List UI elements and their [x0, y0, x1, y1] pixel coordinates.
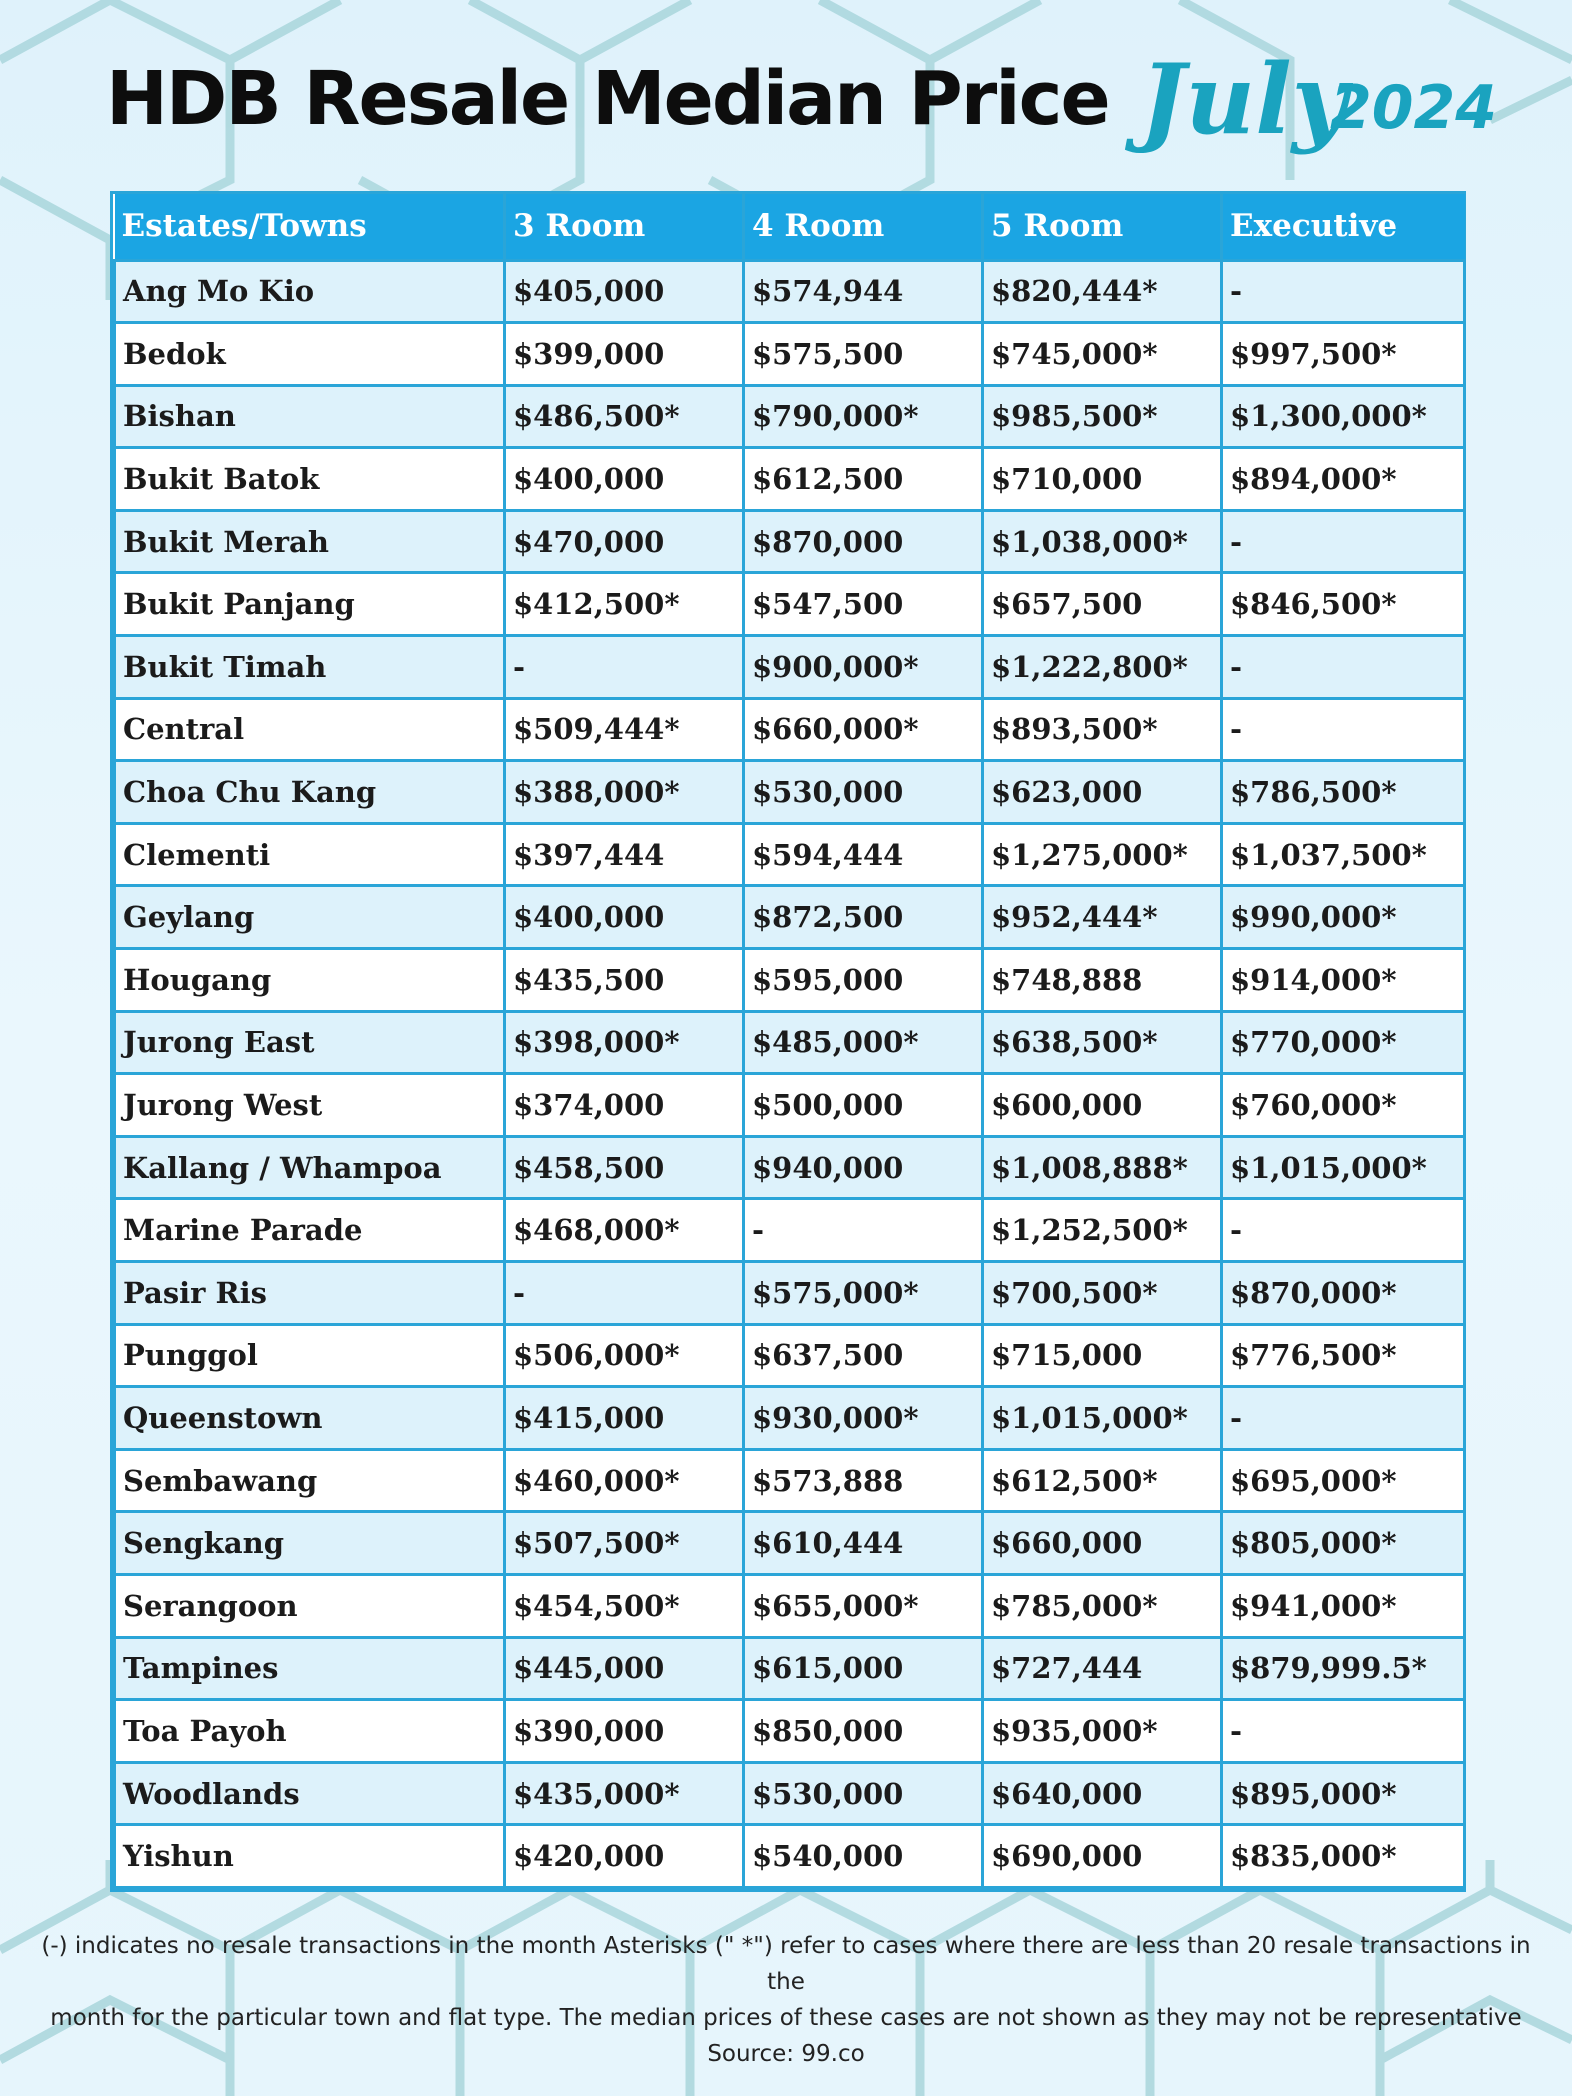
- price-executive-cell: $805,000*: [1222, 1512, 1465, 1575]
- source-credit: Source: 99.co: [707, 2041, 865, 2067]
- estate-name-cell: Bukit Timah: [115, 636, 505, 699]
- column-header-5-room: 5 Room: [983, 194, 1222, 260]
- price-executive-cell: -: [1222, 260, 1465, 323]
- price-5-room-cell: $785,000*: [983, 1574, 1222, 1637]
- price-4-room-cell: $850,000: [744, 1700, 983, 1763]
- price-3-room-cell: $460,000*: [505, 1449, 744, 1512]
- price-5-room-cell: $935,000*: [983, 1700, 1222, 1763]
- table-row: [115, 1199, 1465, 1262]
- column-header-executive: Executive: [1222, 194, 1465, 260]
- price-executive-cell: -: [1222, 698, 1465, 761]
- price-5-room-cell: $660,000: [983, 1512, 1222, 1575]
- price-3-room-cell: $458,500: [505, 1136, 744, 1199]
- price-3-room-cell: $400,000: [505, 448, 744, 511]
- table-row: [115, 1700, 1465, 1763]
- price-3-room-cell: $470,000: [505, 510, 744, 573]
- price-executive-cell: -: [1222, 1387, 1465, 1450]
- estate-name-cell: Hougang: [115, 949, 505, 1012]
- price-executive-cell: $695,000*: [1222, 1449, 1465, 1512]
- price-4-room-cell: $594,444: [744, 823, 983, 886]
- month-label: July: [1140, 43, 1348, 156]
- estate-name-cell: Jurong West: [115, 1074, 505, 1137]
- price-3-room-cell: $445,000: [505, 1637, 744, 1700]
- price-3-room-cell: $468,000*: [505, 1199, 744, 1262]
- price-executive-cell: -: [1222, 1700, 1465, 1763]
- table-row: [115, 448, 1465, 511]
- price-4-room-cell: $530,000: [744, 1762, 983, 1825]
- price-executive-cell: $990,000*: [1222, 886, 1465, 949]
- price-3-room-cell: -: [505, 636, 744, 699]
- price-4-room-cell: $485,000*: [744, 1011, 983, 1074]
- price-4-room-cell: $574,944: [744, 260, 983, 323]
- price-5-room-cell: $820,444*: [983, 260, 1222, 323]
- table-row: [115, 636, 1465, 699]
- price-5-room-cell: $1,222,800*: [983, 636, 1222, 699]
- estate-name-cell: Punggol: [115, 1324, 505, 1387]
- price-4-room-cell: $637,500: [744, 1324, 983, 1387]
- price-executive-cell: $895,000*: [1222, 1762, 1465, 1825]
- estate-name-cell: Ang Mo Kio: [115, 260, 505, 323]
- price-4-room-cell: $595,000: [744, 949, 983, 1012]
- price-5-room-cell: $710,000: [983, 448, 1222, 511]
- price-4-room-cell: $615,000: [744, 1637, 983, 1700]
- page-title: HDB Resale Median Price: [106, 56, 1109, 142]
- estate-name-cell: Toa Payoh: [115, 1700, 505, 1763]
- price-4-room-cell: $900,000*: [744, 636, 983, 699]
- price-4-room-cell: $660,000*: [744, 698, 983, 761]
- price-4-room-cell: $575,500: [744, 323, 983, 386]
- price-4-room-cell: $655,000*: [744, 1574, 983, 1637]
- price-table-container: [110, 191, 1466, 1892]
- price-5-room-cell: $893,500*: [983, 698, 1222, 761]
- price-5-room-cell: $612,500*: [983, 1449, 1222, 1512]
- table-body: [115, 260, 1465, 1887]
- price-5-room-cell: $952,444*: [983, 886, 1222, 949]
- price-executive-cell: $870,000*: [1222, 1262, 1465, 1325]
- price-3-room-cell: $400,000: [505, 886, 744, 949]
- price-executive-cell: -: [1222, 1199, 1465, 1262]
- price-executive-cell: $835,000*: [1222, 1825, 1465, 1888]
- footnote-line-2: month for the particular town and flat type. The median prices of these cases are not shown as they may not be representative: [50, 2005, 1522, 2031]
- table-row: [115, 260, 1465, 323]
- price-3-room-cell: $435,500: [505, 949, 744, 1012]
- estate-name-cell: Bedok: [115, 323, 505, 386]
- price-executive-cell: $914,000*: [1222, 949, 1465, 1012]
- price-5-room-cell: $745,000*: [983, 323, 1222, 386]
- table-row: [115, 1387, 1465, 1450]
- price-executive-cell: $894,000*: [1222, 448, 1465, 511]
- price-3-room-cell: $405,000: [505, 260, 744, 323]
- estate-name-cell: Sembawang: [115, 1449, 505, 1512]
- table-header-row: [115, 194, 1465, 260]
- estate-name-cell: Choa Chu Kang: [115, 761, 505, 824]
- price-executive-cell: -: [1222, 510, 1465, 573]
- price-5-room-cell: $640,000: [983, 1762, 1222, 1825]
- price-3-room-cell: $374,000: [505, 1074, 744, 1137]
- estate-name-cell: Jurong East: [115, 1011, 505, 1074]
- price-3-room-cell: $397,444: [505, 823, 744, 886]
- estate-name-cell: Sengkang: [115, 1512, 505, 1575]
- price-3-room-cell: $435,000*: [505, 1762, 744, 1825]
- estate-name-cell: Bukit Panjang: [115, 573, 505, 636]
- estate-name-cell: Woodlands: [115, 1762, 505, 1825]
- estate-name-cell: Bukit Batok: [115, 448, 505, 511]
- price-executive-cell: $760,000*: [1222, 1074, 1465, 1137]
- price-4-room-cell: $790,000*: [744, 385, 983, 448]
- estate-name-cell: Tampines: [115, 1637, 505, 1700]
- price-3-room-cell: $388,000*: [505, 761, 744, 824]
- estate-name-cell: Queenstown: [115, 1387, 505, 1450]
- price-5-room-cell: $638,500*: [983, 1011, 1222, 1074]
- price-executive-cell: $846,500*: [1222, 573, 1465, 636]
- price-5-room-cell: $690,000: [983, 1825, 1222, 1888]
- price-5-room-cell: $985,500*: [983, 385, 1222, 448]
- price-4-room-cell: -: [744, 1199, 983, 1262]
- table-row: [115, 1574, 1465, 1637]
- price-4-room-cell: $573,888: [744, 1449, 983, 1512]
- price-executive-cell: $997,500*: [1222, 323, 1465, 386]
- price-executive-cell: $1,300,000*: [1222, 385, 1465, 448]
- price-5-room-cell: $1,275,000*: [983, 823, 1222, 886]
- table-row: [115, 1011, 1465, 1074]
- table-row: [115, 1449, 1465, 1512]
- column-header-4-room: 4 Room: [744, 194, 983, 260]
- footnote-line-1: (-) indicates no resale transactions in the month Asterisks (" *") refer to cases where there are less than 20 resale transactions in the: [41, 1933, 1531, 1995]
- price-4-room-cell: $612,500: [744, 448, 983, 511]
- price-3-room-cell: $420,000: [505, 1825, 744, 1888]
- price-executive-cell: $786,500*: [1222, 761, 1465, 824]
- table-row: [115, 1762, 1465, 1825]
- price-4-room-cell: $610,444: [744, 1512, 983, 1575]
- price-5-room-cell: $1,252,500*: [983, 1199, 1222, 1262]
- table-row: [115, 1512, 1465, 1575]
- price-4-room-cell: $940,000: [744, 1136, 983, 1199]
- price-executive-cell: -: [1222, 636, 1465, 699]
- estate-name-cell: Clementi: [115, 823, 505, 886]
- price-5-room-cell: $748,888: [983, 949, 1222, 1012]
- price-3-room-cell: $415,000: [505, 1387, 744, 1450]
- price-4-room-cell: $575,000*: [744, 1262, 983, 1325]
- price-5-room-cell: $623,000: [983, 761, 1222, 824]
- price-4-room-cell: $872,500: [744, 886, 983, 949]
- price-3-room-cell: $507,500*: [505, 1512, 744, 1575]
- price-3-room-cell: $390,000: [505, 1700, 744, 1763]
- price-3-room-cell: $412,500*: [505, 573, 744, 636]
- price-4-room-cell: $540,000: [744, 1825, 983, 1888]
- price-5-room-cell: $715,000: [983, 1324, 1222, 1387]
- table-row: [115, 886, 1465, 949]
- table-row: [115, 949, 1465, 1012]
- table-row: [115, 823, 1465, 886]
- price-5-room-cell: $1,015,000*: [983, 1387, 1222, 1450]
- table-row: [115, 1324, 1465, 1387]
- price-5-room-cell: $700,500*: [983, 1262, 1222, 1325]
- table-row: [115, 323, 1465, 386]
- estate-name-cell: Yishun: [115, 1825, 505, 1888]
- estate-name-cell: Geylang: [115, 886, 505, 949]
- estate-name-cell: Pasir Ris: [115, 1262, 505, 1325]
- price-executive-cell: $941,000*: [1222, 1574, 1465, 1637]
- column-header-estate: Estates/Towns: [115, 194, 505, 260]
- estate-name-cell: Kallang / Whampoa: [115, 1136, 505, 1199]
- price-executive-cell: $770,000*: [1222, 1011, 1465, 1074]
- table-row: [115, 1074, 1465, 1137]
- year-label: 2024: [1330, 73, 1497, 143]
- price-4-room-cell: $500,000: [744, 1074, 983, 1137]
- table-row: [115, 698, 1465, 761]
- price-4-room-cell: $547,500: [744, 573, 983, 636]
- estate-name-cell: Serangoon: [115, 1574, 505, 1637]
- table-row: [115, 1637, 1465, 1700]
- price-5-room-cell: $600,000: [983, 1074, 1222, 1137]
- price-5-room-cell: $657,500: [983, 573, 1222, 636]
- table-row: [115, 573, 1465, 636]
- price-3-room-cell: $509,444*: [505, 698, 744, 761]
- estate-name-cell: Bishan: [115, 385, 505, 448]
- estate-name-cell: Central: [115, 698, 505, 761]
- table-row: [115, 761, 1465, 824]
- price-4-room-cell: $930,000*: [744, 1387, 983, 1450]
- estate-name-cell: Bukit Merah: [115, 510, 505, 573]
- price-executive-cell: $1,037,500*: [1222, 823, 1465, 886]
- footnote: [40, 1928, 1532, 2072]
- price-executive-cell: $879,999.5*: [1222, 1637, 1465, 1700]
- price-4-room-cell: $870,000: [744, 510, 983, 573]
- table-row: [115, 385, 1465, 448]
- table-row: [115, 510, 1465, 573]
- price-table: [113, 194, 1466, 1889]
- price-3-room-cell: $399,000: [505, 323, 744, 386]
- price-3-room-cell: $486,500*: [505, 385, 744, 448]
- price-3-room-cell: $454,500*: [505, 1574, 744, 1637]
- table-row: [115, 1136, 1465, 1199]
- price-4-room-cell: $530,000: [744, 761, 983, 824]
- estate-name-cell: Marine Parade: [115, 1199, 505, 1262]
- price-5-room-cell: $1,008,888*: [983, 1136, 1222, 1199]
- table-row: [115, 1262, 1465, 1325]
- price-executive-cell: $1,015,000*: [1222, 1136, 1465, 1199]
- column-header-3-room: 3 Room: [505, 194, 744, 260]
- price-3-room-cell: -: [505, 1262, 744, 1325]
- table-row: [115, 1825, 1465, 1888]
- price-executive-cell: $776,500*: [1222, 1324, 1465, 1387]
- price-5-room-cell: $1,038,000*: [983, 510, 1222, 573]
- price-3-room-cell: $506,000*: [505, 1324, 744, 1387]
- price-3-room-cell: $398,000*: [505, 1011, 744, 1074]
- price-5-room-cell: $727,444: [983, 1637, 1222, 1700]
